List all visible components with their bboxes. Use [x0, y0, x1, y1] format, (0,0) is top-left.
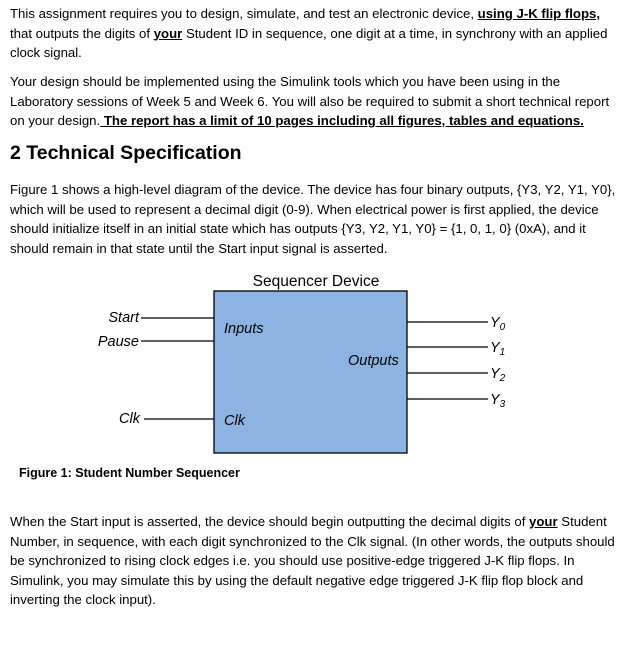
y2-output-label: $Y_2$ — [490, 366, 506, 384]
closing-paragraph — [10, 512, 616, 610]
closing-text-c: Student Number, in sequence, with each digit synchronized to the Clk signal. (In other words, the outputs should be synchronized to rising clock edges i.e. you should use positive-edge triggered J-K flip flops. In Simulink, you may simulate this by using the default negative edge triggered J-K flip flop block and inverting the clock input). — [10, 514, 615, 607]
figure-caption: Figure 1: Student Number Sequencer — [19, 466, 240, 480]
y0-output-label: $Y_0$ — [490, 315, 506, 333]
closing-text-a: When the Start input is asserted, the device should begin outputting the decimal digits of — [10, 514, 530, 529]
clk-port-label: Clk — [224, 413, 245, 429]
closing-your-emphasis: your — [529, 514, 558, 529]
pause-signal-label: Pause — [97, 334, 139, 350]
start-signal-label: Start — [108, 310, 139, 326]
report-limit-emphasis: The report has a limit of 10 pages including all figures, tables and equations. — [100, 113, 584, 128]
y3-output-label: $Y_3$ — [490, 392, 506, 410]
intro-your-emphasis: your — [153, 25, 183, 41]
intro-text-c: that outputs the digits of — [10, 25, 154, 41]
intro-text-e: Student ID in sequence, one digit at a time, in synchrony with an applied clock signal. — [10, 25, 608, 60]
clk-signal-label: Clk — [119, 411, 140, 427]
inputs-port-label: Inputs — [224, 321, 264, 337]
diagram-title: Sequencer Device — [252, 273, 380, 290]
section-heading: 2 Technical Specification — [10, 142, 242, 164]
implementation-text: Your design should be implemented using the Simulink tools which you have been using in the Laboratory sessions of Week 5 and Week 6. You will also be required to submit a short technical report on your design. — [10, 74, 610, 128]
intro-text-a: This assignment requires you to design, simulate, and test an electronic device, — [10, 6, 478, 21]
y1-output-label: $Y_1$ — [490, 340, 506, 358]
specification-paragraph: Figure 1 shows a high-level diagram of the device. The device has four binary outputs, {Y3, Y2, Y1, Y0}, which will be used to represent a decimal digit (0-9). When electrical power is first applied, the device should initialize itself in an initial state which has outputs {Y3, Y2, Y1, Y0} = {1, 0, 1, 0} (0xA), and it should remain in that state until the Start input signal is asserted. — [10, 182, 616, 256]
intro-jk-emphasis: using J-K flip flops, — [477, 6, 601, 21]
outputs-port-label: Outputs — [348, 353, 399, 369]
